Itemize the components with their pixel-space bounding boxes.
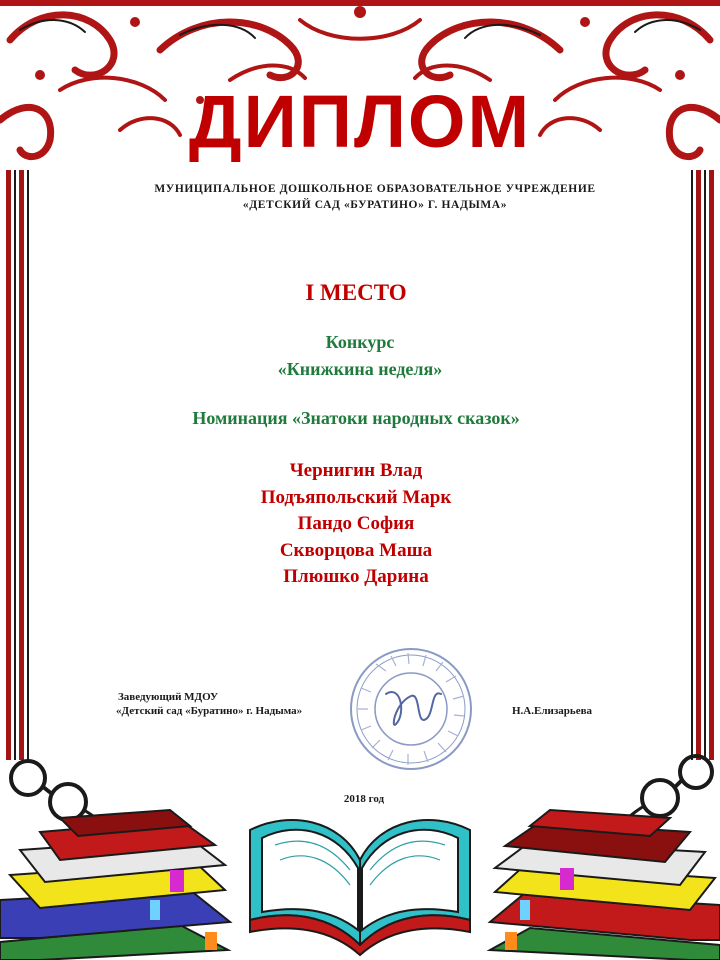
contest-label: Конкурс (325, 332, 395, 352)
signature-title-1: Заведующий МДОУ (118, 691, 219, 703)
contest-name: «Книжкина неделя» (277, 359, 443, 379)
winner-name: Подъяпольский Марк (260, 486, 452, 508)
year: 2018 год (343, 793, 385, 805)
winner-name: Скворцова Маша (279, 539, 433, 561)
diploma-title: ДИПЛОМ (188, 80, 532, 163)
signature-title-2: «Детский сад «Буратино» г. Надыма» (116, 705, 303, 717)
open-book-icon (250, 820, 470, 955)
winners-list (0, 458, 712, 591)
winner-name: Пандо София (297, 513, 415, 534)
signature (386, 692, 441, 725)
nomination: Номинация «Знатоки народных сказок» (192, 408, 520, 428)
signatory-name: Н.А.Елизарьева (512, 705, 593, 717)
book-stack-left (0, 810, 230, 960)
place-award: I МЕСТО (305, 280, 407, 305)
winner-name: Плюшко Дарина (283, 566, 429, 587)
winner-name: Чернигин Влад (289, 460, 423, 481)
bottom-books-decoration (0, 750, 720, 960)
organization-line-2: «ДЕТСКИЙ САД «БУРАТИНО» Г. НАДЫМА» (242, 199, 508, 211)
organization-line-1: МУНИЦИПАЛЬНОЕ ДОШКОЛЬНОЕ ОБРАЗОВАТЕЛЬНОЕ УЧРЕЖДЕНИЕ (154, 183, 596, 195)
book-stack-right (490, 810, 720, 960)
